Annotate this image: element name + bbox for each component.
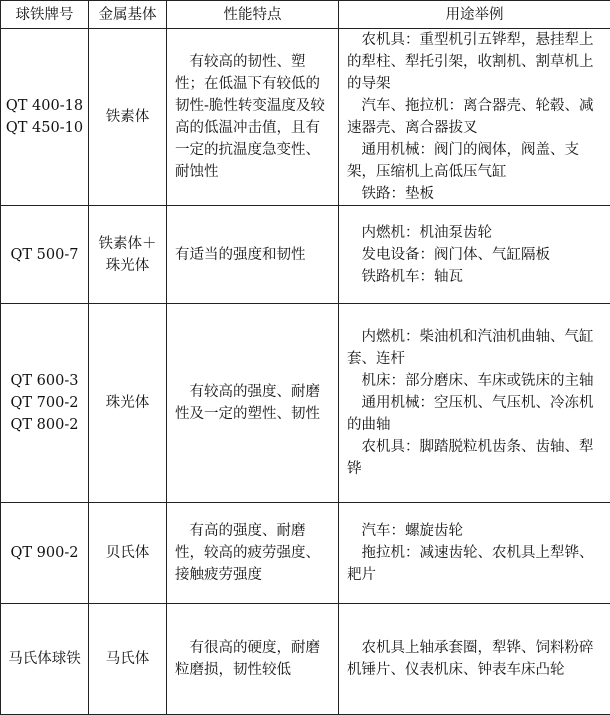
table-row — [1, 503, 610, 604]
properties-cell — [167, 503, 339, 604]
matrix-cell: 马氏体 — [89, 604, 167, 715]
header-grade: 球铁牌号 — [1, 1, 89, 29]
use-item: 内燃机：柴油机和汽油机曲轴、气缸套、连杆 — [347, 326, 606, 370]
use-item: 铁路：垫板 — [347, 183, 606, 205]
grade-label: 马氏体球铁 — [5, 648, 84, 670]
grade-label: QT 700-2 — [5, 392, 84, 414]
properties-cell — [167, 304, 339, 503]
properties-cell — [167, 604, 339, 715]
uses-cell — [339, 29, 610, 206]
grade-label: QT 450-10 — [5, 117, 84, 139]
properties-text: 有适当的强度和韧性 — [175, 244, 334, 266]
grade-label: QT 600-3 — [5, 370, 84, 392]
grade-label: QT 800-2 — [5, 414, 84, 436]
use-item: 汽车、拖拉机：离合器壳、轮毂、减速器壳、离合器拔叉 — [347, 95, 606, 139]
uses-cell — [339, 206, 610, 304]
grade-cell — [1, 29, 89, 206]
use-item: 发电设备：阀门体、气缸隔板 — [347, 244, 606, 266]
uses-cell — [339, 503, 610, 604]
grade-label: QT 500-7 — [5, 244, 84, 266]
properties-text: 有高的强度、耐磨性，较高的疲劳强度、接触疲劳强度 — [175, 520, 334, 586]
use-item: 机床：部分磨床、车床或铣床的主轴 — [347, 370, 606, 392]
use-item: 铁路机车：轴瓦 — [347, 266, 606, 288]
table-row — [1, 29, 610, 206]
matrix-cell: 贝氏体 — [89, 503, 167, 604]
table-row — [1, 604, 610, 715]
use-item: 农机具：脚踏脱粒机齿条、齿轴、犁铧 — [347, 436, 606, 480]
properties-text: 有很高的硬度，耐磨粒磨损，韧性较低 — [175, 637, 334, 681]
uses-cell — [339, 604, 610, 715]
use-item: 农机具上轴承套圈，犁铧、饲料粉碎机锤片、仪表机床、钟表车床凸轮 — [347, 637, 606, 681]
use-item: 通用机械：阀门的阀体，阀盖、支架，压缩机上高低压气缸 — [347, 139, 606, 183]
table-row — [1, 304, 610, 503]
grade-label: QT 900-2 — [5, 542, 84, 564]
use-item: 通用机械：空压机、气压机、冷冻机的曲轴 — [347, 392, 606, 436]
matrix-cell: 珠光体 — [89, 304, 167, 503]
uses-cell — [339, 304, 610, 503]
grade-cell — [1, 604, 89, 715]
header-uses: 用途举例 — [339, 1, 610, 29]
properties-cell — [167, 206, 339, 304]
use-item: 拖拉机：减速齿轮、农机具上犁铧、耙片 — [347, 542, 606, 586]
grade-label: QT 400-18 — [5, 95, 84, 117]
use-item: 汽车：螺旋齿轮 — [347, 520, 606, 542]
header-properties: 性能特点 — [167, 1, 339, 29]
matrix-cell: 铁素体 — [89, 29, 167, 206]
properties-text: 有较高的强度、耐磨性及一定的塑性、韧性 — [175, 381, 334, 425]
table-row — [1, 206, 610, 304]
use-item: 内燃机：机油泵齿轮 — [347, 222, 606, 244]
properties-text: 有较高的韧性、塑性；在低温下有较低的韧性-脆性转变温度及较高的低温冲击值，且有一定的抗温度急变性、耐蚀性 — [175, 51, 334, 183]
matrix-cell: 铁素体＋珠光体 — [89, 206, 167, 304]
grade-cell — [1, 304, 89, 503]
header-row — [1, 1, 610, 29]
header-matrix: 金属基体 — [89, 1, 167, 29]
grade-cell — [1, 206, 89, 304]
use-item: 农机具：重型机引五铧犁，悬挂犁上的犁柱、犁托引架，收割机、割草机上的导架 — [347, 29, 606, 95]
grade-cell — [1, 503, 89, 604]
properties-cell — [167, 29, 339, 206]
